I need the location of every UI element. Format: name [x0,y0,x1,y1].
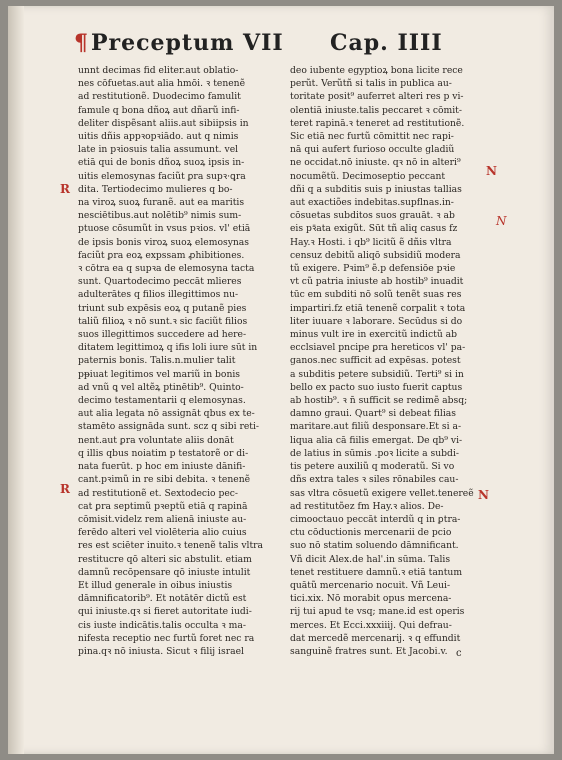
text-line: sanguinẽ fratres sunt. Et Jacobi.v. [290,645,448,657]
text-line: teret rapinā.ꝛ teneret ad restitutionẽ. [290,117,465,129]
text-line: dñs extra tales ꝛ siles rōnabiles cau- [290,474,459,486]
text-line: adulterātes q filios illegittimos nu- [78,289,239,301]
text-line: pᵽiuat legitimos vel mariũ in bonis [78,368,241,380]
text-line: dñi q a subditis suis p iniustas tallias [290,183,462,195]
text-line: dat mercedẽ mercenarij. ꝛ q effundit [290,632,461,644]
text-line: maritare.aut filiũ desponsare.Et si a- [290,421,462,433]
right-text-column [290,64,490,658]
text-line: nifesta receptio nec furtũ foret nec ra [78,632,255,644]
text-line: nata fuerūt. p hoc em iniuste dānifi- [78,461,246,473]
text-line: de latius in sūmis .poꝛ licite a subdi- [290,447,459,459]
text-line: nā qui aufert furioso occulte gladiũ [290,144,455,156]
text-line: paternis bonis. Talis.n.mulier talit [78,355,236,367]
text-line: ad restitutõez fm Hay.ꝛ alios. De- [290,500,444,512]
text-line: cis iuste indicātis.talis occulta ꝛ ma- [78,619,246,631]
text-line: perũt. Verũtñ si talis in publica au- [290,78,452,90]
text-line: deo iubente egyptioꝝ bona licite rece [290,65,463,76]
text-line: late in pꝛiosuis talia assumunt. vel [78,144,239,156]
running-head-right: Cap. IIII [330,30,443,56]
text-line: a subditis petere subsidiũ. Terti⁹ si in [290,368,464,380]
text-line: ferēdo alteri vel violēteria alio cuius [78,527,247,539]
text-line: ab hostib⁹. ꝛ n̄ sufficit se redimẽ absq; [290,395,468,407]
text-line: aut exactiões indebitas.supflnas.in- [290,197,454,209]
text-line: ditatem legittimoꝝ q ifis loli iure sūt in [78,342,258,354]
text-line: tici.xix. Nō morabit opus mercena- [290,593,452,605]
text-line: faciũt ꝑra eoꝝ expssam ꝓhibitiones. [78,249,245,261]
margin-note-left: R [60,182,70,196]
text-line: ad restitutionẽ et. Sextodecio pec- [78,487,239,499]
text-line: tis petere auxiliũ q moderatũ. Si vo [290,461,455,473]
text-line: sas vltra cōsuetũ exigere vellet.tenereẽ [290,487,474,499]
text-line: Hay.ꝛ Hosti. i qb⁹ licitũ ẽ dñis vltra [290,236,452,248]
text-line: nesciētibus.aut nolētib⁹ nimis sum- [78,210,242,222]
page-gutter [8,6,24,754]
text-line: damno graui. Quart⁹ si debeat filias [290,408,456,420]
text-line: cōsuetas subditos suos grauāt. ꝛ ab [290,210,455,222]
text-line: deliter dispẽsant aliis.aut sibiipsis in [78,117,249,129]
text-line: censuz debitũ aliqō subsidiũ modera [290,249,461,261]
text-line: dāmnificatorib⁹. Et notātēr dictũ est [78,593,247,605]
text-line: ne occidat.nō iniuste. qꝛ nō in alteri⁹ [290,157,461,169]
running-head-left [74,30,284,60]
text-line: cat ꝑra septimũ pꝛeptũ etiā q rapinā [78,500,248,512]
book-page [8,6,554,754]
text-line: taliũ filioꝝ ꝛ nō sunt.ꝛ sic faciũt filios [78,315,248,327]
margin-note-right: N [486,164,497,178]
text-line: eis pꝛ̄ata exigũt. Sūt tñ aliq casus fz [290,223,458,235]
text-line: minus vult ire in exercitũ indictũ ab [290,329,458,341]
text-line: liter iuuare ꝛ laborare. Secūdus si do [290,315,463,327]
text-line: res est sciēter inuito.ꝛ tenenẽ talis vltra [78,540,264,552]
text-line: ecclsiavel pncipe ꝑra hereticos vl' pa- [290,342,466,354]
text-line: sunt. Quartodecimo peccāt mlieres [78,276,242,288]
text-line: de ipsis bonis viroꝝ suoꝝ elemosynas [78,236,249,248]
text-line: restitucre qō alteri sic abstulit. etiam [78,553,252,565]
text-line: rij tui apud te vsq; mane.id est operis [290,606,465,618]
text-line: cimooctauo peccāt interdũ q in ꝑtra- [290,513,461,525]
text-line: nent.aut ꝑra voluntate aliis donāt [78,434,234,446]
text-line: suo nō statim soluendo dāmnificant. [290,540,459,552]
text-line: triunt sub expēsis eoꝝ q putanẽ pies [78,302,247,314]
text-line: cōmisit.videlz rem alienā iniuste au- [78,513,247,525]
text-line: ad vnũ ꝗ vel altẽꝝ ptinētib⁹. Quinto- [78,381,244,393]
text-line: unnt decimas fid eliter.aut oblatio- [78,65,239,76]
paragraph-mark-icon: ¶ [74,30,89,56]
text-line: ptuose cōsumũt in vsus pꝛios. vl' etiā [78,223,251,235]
text-line: Et illud generale in oibus iniustis [78,579,233,591]
text-line: liqua alia cā fiilis emergat. De qb⁹ vi- [290,434,463,446]
text-line: quātũ mercenario nocuit. Vñ Leui- [290,579,451,591]
text-line: toritate posit⁹ auferret alteri res p vi- [290,91,464,103]
text-line: dita. Tertiodecimo mulieres q bo- [78,183,233,195]
text-line: damnũ recōpensare qō iniuste intulit [78,566,251,578]
signature-mark: c [456,648,462,659]
text-line: bello ex pacto suo iusto fuerit captus [290,381,463,393]
text-line: aut alia legata nō assignāt qbus ex te- [78,408,255,420]
text-line: qui iniuste.qꝛ si fieret autoritate iudi- [78,606,252,618]
text-line: tenet restituere damnũ.ꝛ etiā tantum [290,566,463,578]
text-line: Vñ dicit Alex.de hal'.in sūma. Talis [290,553,451,565]
text-line: cant.pꝛimũ in re sibi debita. ꝛ tenenẽ [78,474,251,486]
text-line: decimo testamentarii q elemosynas. [78,395,246,407]
text-line: ad restitutionẽ. Duodecimo famulit [78,91,241,103]
left-text-column [78,64,278,658]
text-line: merces. Et Ecci.xxxiiij. Qui defrau- [290,619,452,631]
text-line: nocumẽtũ. Decimoseptio peccant [290,170,446,182]
margin-note-left-2: R [60,482,70,496]
text-line: nes cōfuetas.aut alia hmōi. ꝛ tenenẽ [78,78,246,90]
text-line: q illis qbus noiatim p testatorẽ or di- [78,447,249,459]
text-line: ganos.nec sufficit ad expēsas. potest [290,355,461,367]
text-line: etiā qui de bonis dñoꝝ suoꝝ ipsis in- [78,157,245,169]
text-line: famule q bona dñoꝝ aut dñarũ infi- [78,104,240,116]
running-head-left-text: Preceptum VII [91,30,284,56]
text-line: olentiā iniuste.talis peccaret ꝛ cōmit- [290,104,462,116]
text-line: uitis elemosynas faciũt ꝑra supꝛ·ꝗra [78,170,246,182]
text-line: Sic etiā nec furtũ cōmittit nec rapi- [290,131,454,143]
margin-note-right-2: N [496,214,507,228]
text-line: impartiri.fz etiā tenenẽ corpalit ꝛ tota [290,302,466,314]
text-line: tūc em subditi nō solũ tenẽt suas res [290,289,462,301]
text-line: pina.qꝛ nō iniusta. Sicut ꝛ filij israel [78,645,244,657]
text-line: na viroꝝ suoꝝ furanẽ. aut ea maritis [78,197,245,209]
text-line: vt cũ patria iniuste ab hostib⁹ inuadit [290,276,464,288]
text-line: stamēto assignāda sunt. scz q sibi reti- [78,421,260,433]
text-line: ꝛ cōtra ea q supꝛa de elemosyna tacta [78,263,255,275]
text-line: tũ exigere. Pꝛim⁹ ẽ.p defensiōe pꝛie [290,263,456,275]
text-line: suos illegittimos succedere ad here- [78,329,247,341]
text-line: uitis dñis appꝛopꝛiādo. aut q nimis [78,131,239,143]
margin-note-right-3: N [478,488,489,502]
text-line: ctu cōductionis mercenarii de pcio [290,527,452,539]
